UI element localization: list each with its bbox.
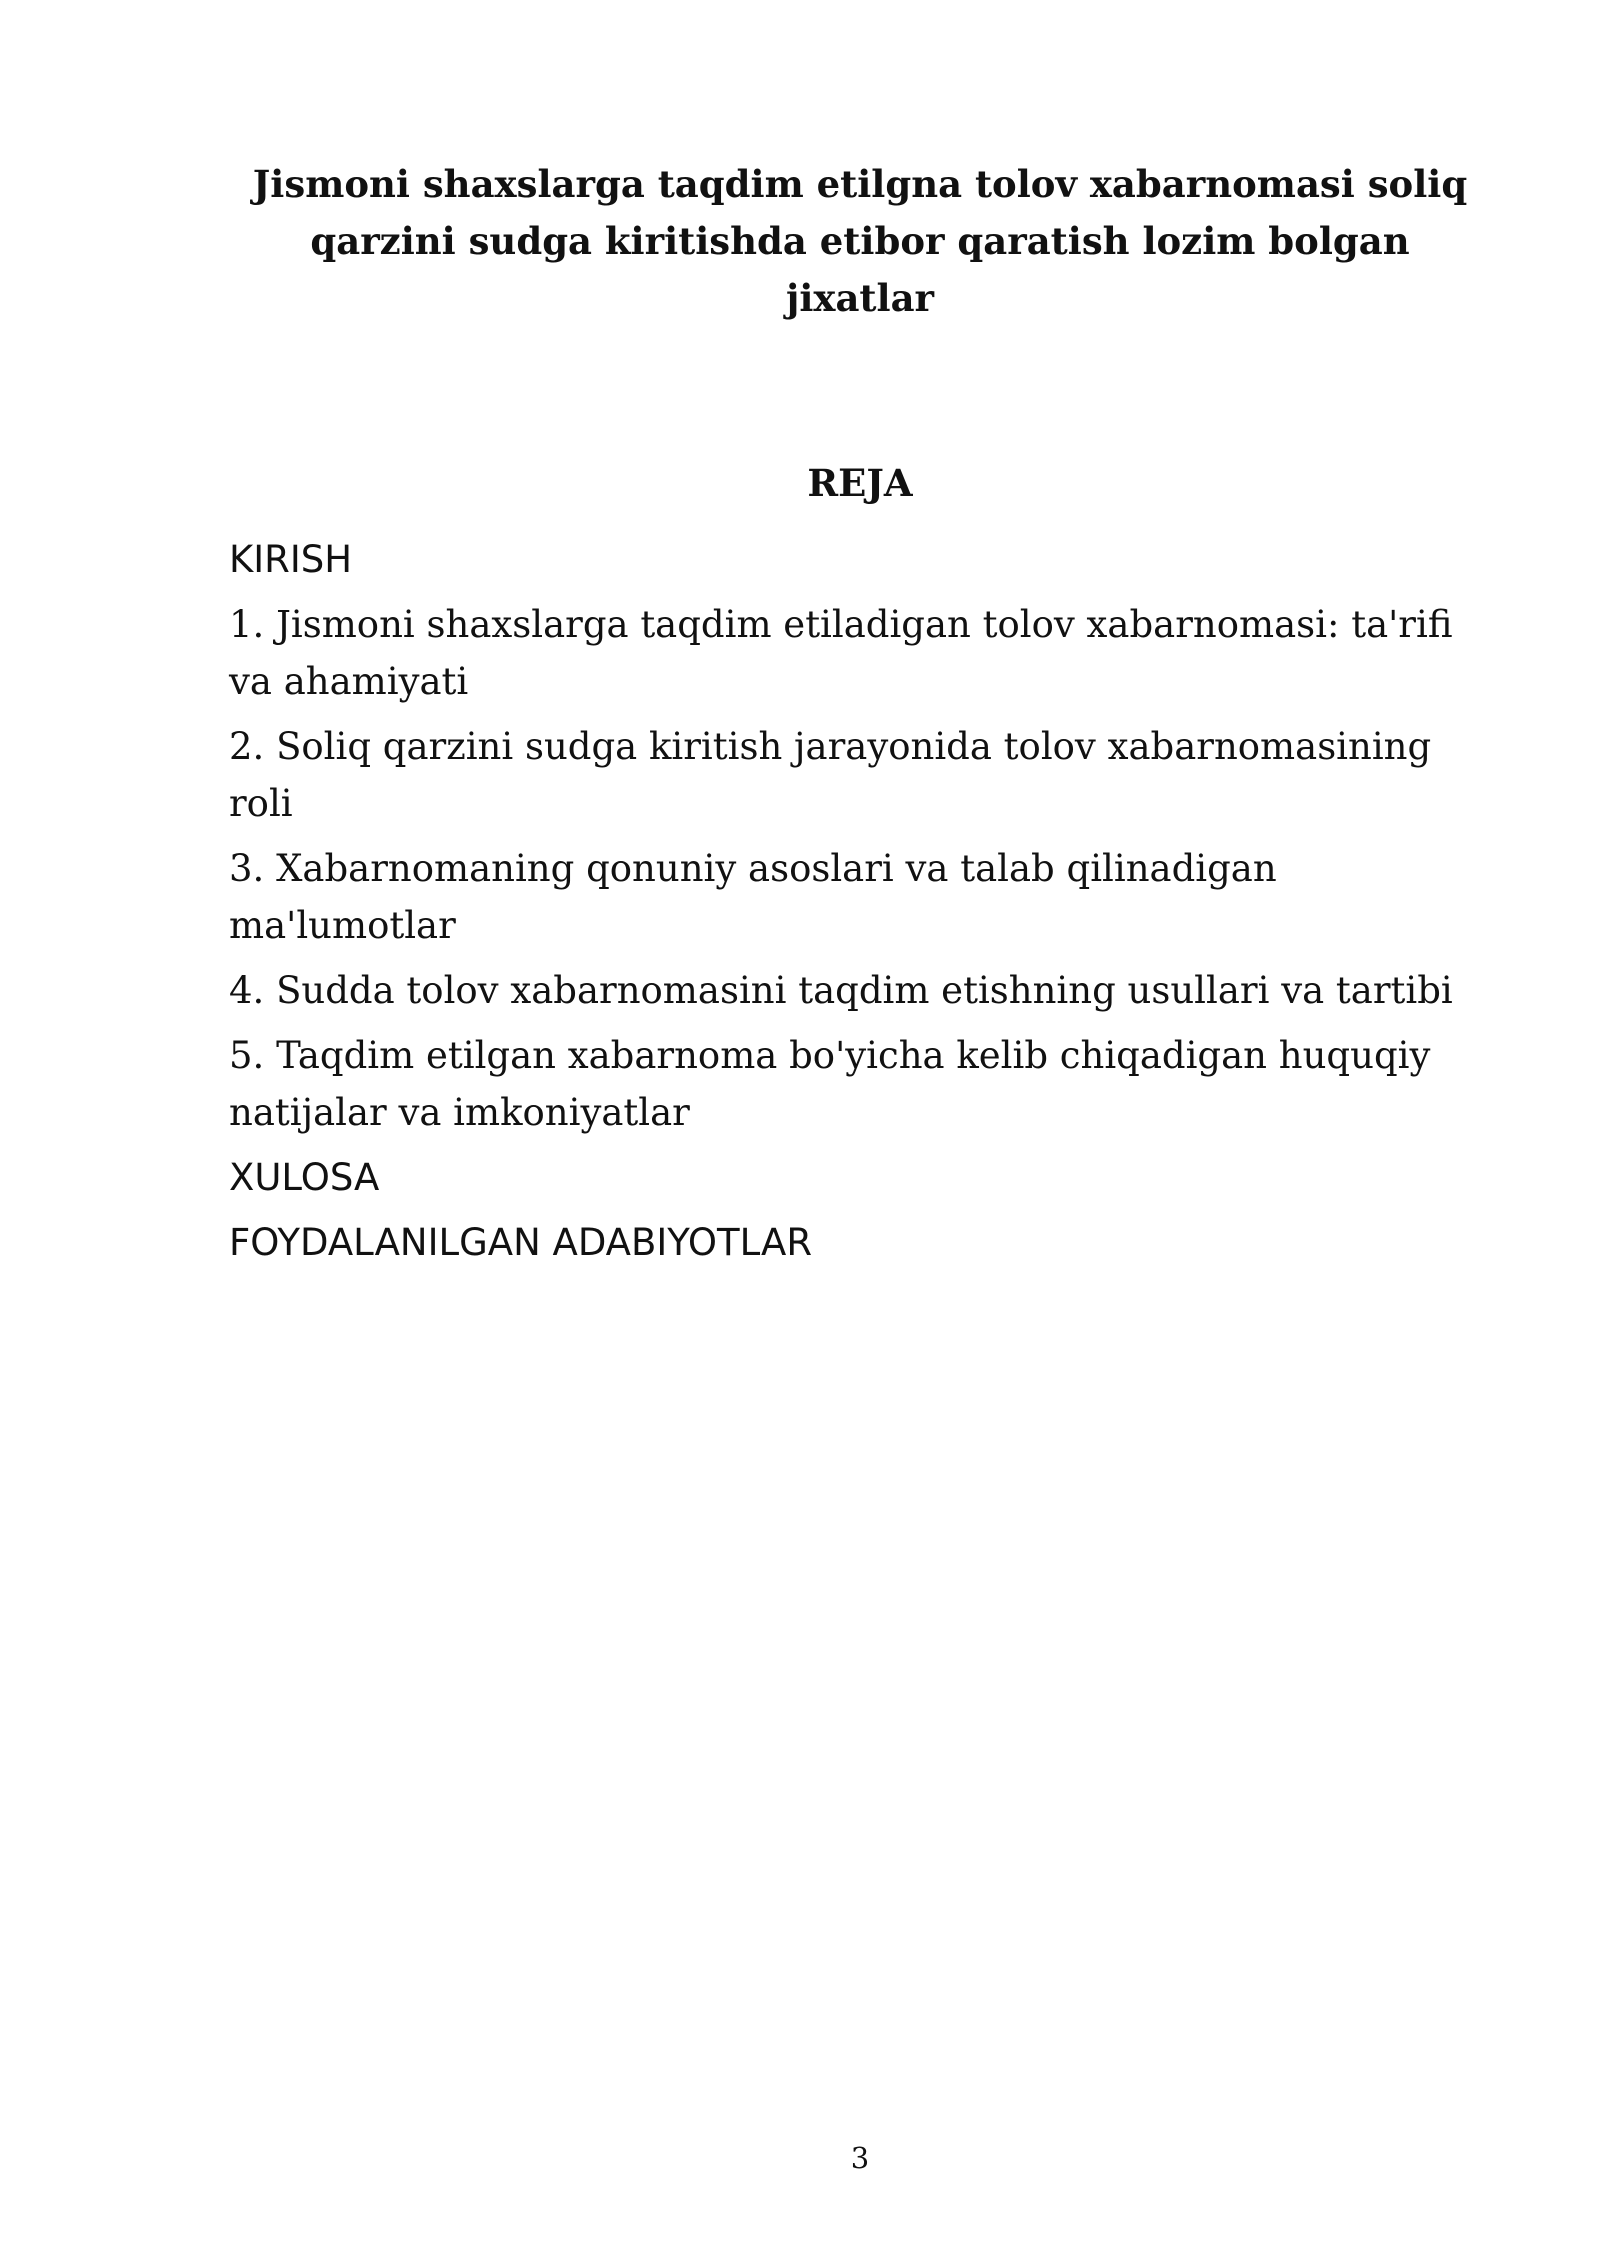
plan-item-2: 2. Soliq qarzini sudga kiritish jarayonida tolov xabarnomasining roli — [229, 725, 1432, 825]
plan-item-1: 1. Jismoni shaxslarga taqdim etiladigan tolov xabarnomasi: ta'rifi va ahamiyati — [229, 603, 1453, 703]
page-number: 3 — [850, 2141, 870, 2175]
plan-item-5: 5. Taqdim etilgan xabarnoma bo'yicha kelib chiqadigan huquqiy natijalar va imkoniyatlar — [229, 1034, 1431, 1134]
plan-item-3: 3. Xabarnomaning qonuniy asoslari va talab qilinadigan ma'lumotlar — [229, 847, 1277, 947]
plan-item-references: FOYDALANILGAN ADABIYOTLAR — [229, 1221, 813, 1264]
plan-item-4: 4. Sudda tolov xabarnomasini taqdim etishning usullari va tartibi — [229, 969, 1453, 1012]
document-title: Jismoni shaxslarga taqdim etilgna tolov xabarnomasi soliq qarzini sudga kiritishda etibor qaratish lozim bolgan jixatlar — [252, 162, 1468, 320]
plan-item-conclusion: XULOSA — [229, 1156, 380, 1199]
plan-item-introduction: KIRISH — [229, 538, 353, 581]
plan-heading: REJA — [807, 461, 913, 505]
plan-list — [229, 531, 1499, 1279]
